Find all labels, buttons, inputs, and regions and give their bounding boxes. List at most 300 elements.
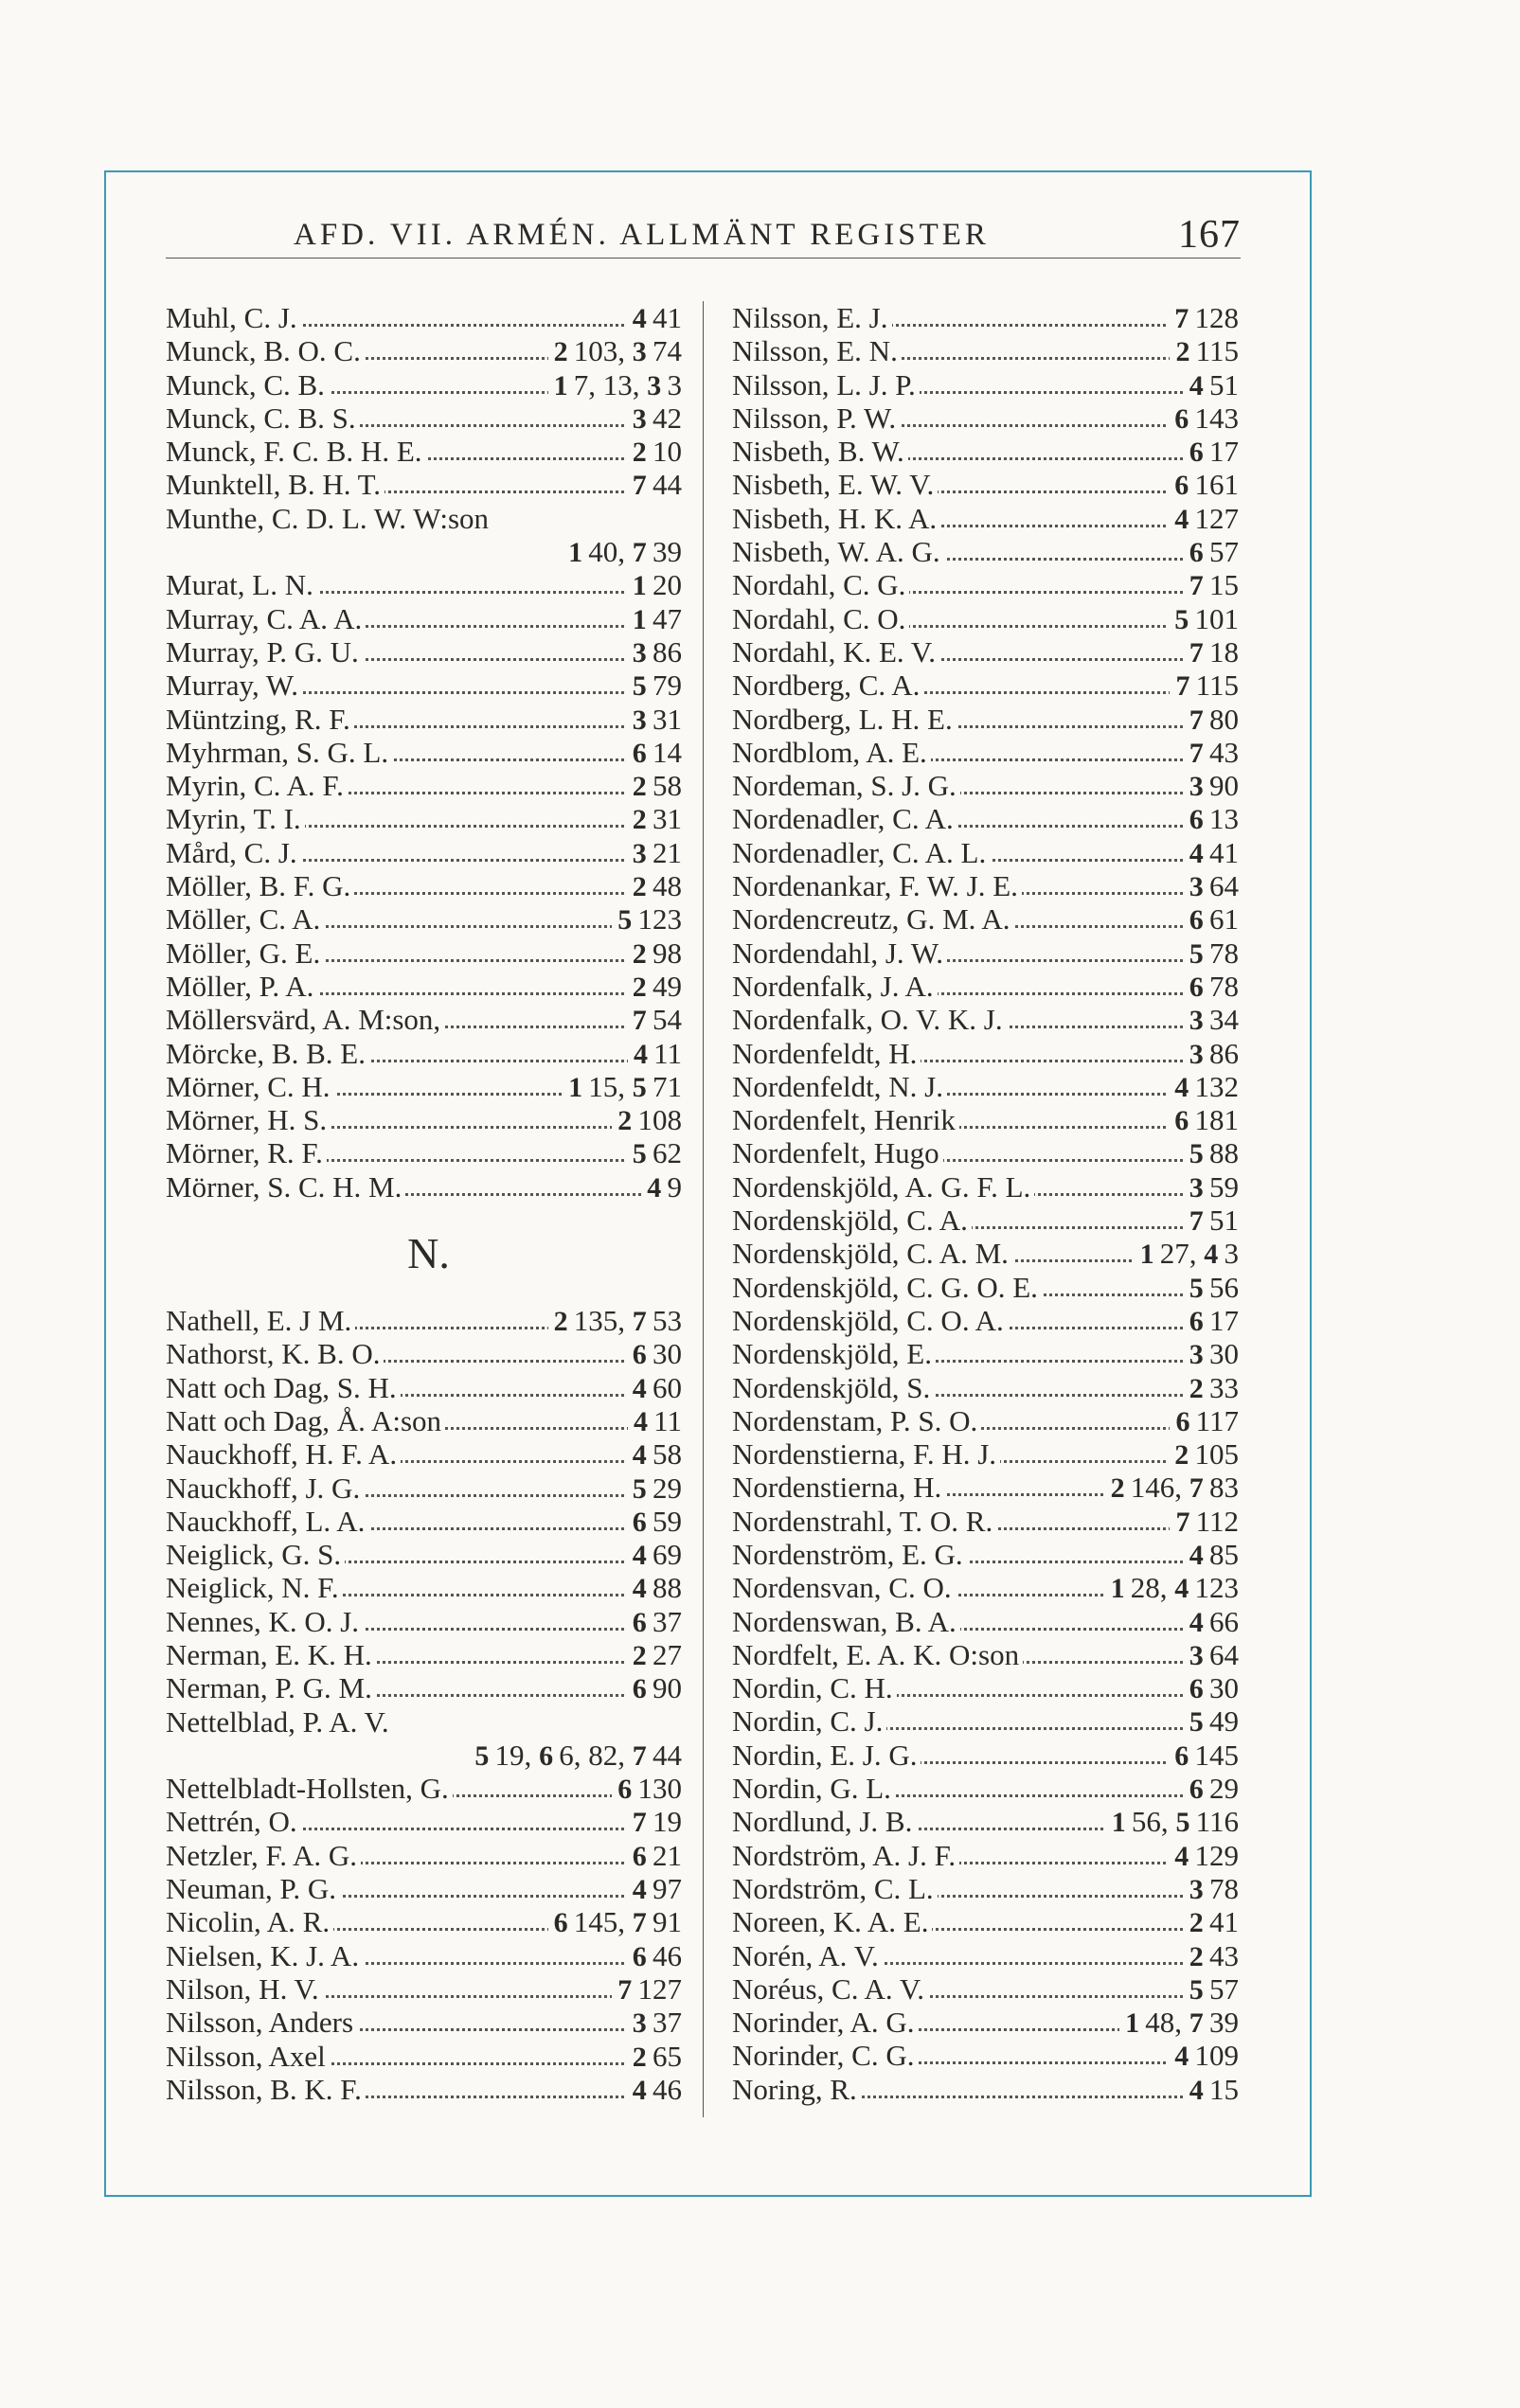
volume-number: 6 (1174, 1739, 1189, 1772)
entry-reference (1169, 602, 1239, 636)
entry-name: Munck, F. C. B. H. E. (166, 435, 426, 468)
volume-number: 6 (539, 1739, 554, 1772)
entry-name: Murat, L. N. (166, 568, 317, 601)
entry-name: Nordström, C. L. (732, 1872, 938, 1905)
entry-name: Nilsson, P. W. (732, 401, 900, 435)
page-ref: 39 (1203, 2006, 1239, 2040)
volume-number: 3 (1189, 1005, 1204, 1037)
index-entry (732, 435, 1239, 468)
entry-reference (1170, 334, 1239, 368)
entry-name: Neiglick, G. S. (166, 1538, 345, 1571)
entry-name: Mörcke, B. B. E. (166, 1037, 369, 1070)
volume-number: 4 (1189, 369, 1204, 401)
entry-name: Nordenstam, P. S. O. (732, 1404, 981, 1437)
volume-number: 7 (632, 1807, 647, 1839)
index-entry (732, 2073, 1239, 2106)
page-ref: 30 (646, 1337, 682, 1371)
page-ref: 10 (646, 435, 682, 469)
volume-number: 3 (632, 636, 647, 669)
entry-reference (1169, 468, 1239, 502)
entry-name: Nisbeth, E. W. V. (732, 468, 938, 501)
volume-number: 5 (632, 1472, 647, 1505)
entry-name: Noréus, C. A. V. (732, 1972, 928, 2006)
page-ref: 145, (567, 1905, 633, 1939)
page-ref: 41 (646, 301, 682, 334)
entry-name: Nordenswan, B. A. (732, 1605, 960, 1638)
page-ref: 17 (1203, 1303, 1239, 1337)
entry-name: Nordensvan, C. O. (732, 1571, 956, 1604)
page-ref: 14 (646, 735, 682, 769)
entry-name: Nordenadler, C. A. L. (732, 836, 990, 869)
page-ref: 90 (1203, 769, 1239, 803)
volume-number: 3 (632, 837, 647, 869)
entry-name: Möller, B. F. G. (166, 869, 354, 902)
index-entry (166, 869, 682, 902)
index-entry (166, 669, 682, 702)
entry-name: Nordenstrahl, T. O. R. (732, 1505, 996, 1538)
page-ref: 51 (1203, 367, 1239, 401)
volume-number: 4 (1174, 1071, 1189, 1103)
index-entry (732, 703, 1239, 736)
volume-number: 6 (1189, 971, 1204, 1003)
entry-name: Nordenskjöld, A. G. F. L. (732, 1170, 1034, 1204)
entry-name: Munck, B. O. C. (166, 334, 365, 367)
entry-reference (1169, 502, 1239, 536)
entry-reference (627, 1638, 682, 1672)
entry-name: Nordenfelt, Hugo (732, 1136, 943, 1169)
entry-name: Nicolin, A. R. (166, 1905, 333, 1938)
entry-name: Munck, C. B. (166, 368, 329, 401)
index-entry (166, 334, 682, 367)
page-ref: 29 (1203, 1772, 1239, 1806)
entry-name: Neiglick, N. F. (166, 1571, 343, 1604)
section-heading: N. (407, 1229, 450, 1278)
volume-number: 7 (1189, 704, 1204, 736)
volume-number: 7 (632, 1306, 647, 1338)
page-ref: 11 (647, 1036, 682, 1070)
index-entry (732, 1704, 1239, 1738)
volume-number: 4 (632, 1439, 647, 1472)
page-ref: 56 (1203, 1270, 1239, 1304)
index-entry (166, 568, 682, 601)
entry-reference (612, 1103, 682, 1137)
volume-number: 6 (1189, 1673, 1204, 1705)
index-entry (166, 468, 682, 501)
page-ref: 116 (1189, 1805, 1239, 1839)
entry-reference (1105, 1471, 1239, 1505)
entry-name: Nordberg, C. A. (732, 669, 923, 702)
page-ref: 31 (646, 702, 682, 736)
volume-number: 3 (1189, 1873, 1204, 1905)
page-ref: 46 (646, 2072, 682, 2106)
volume-number: 6 (1189, 1774, 1204, 1806)
page-ref: 97 (646, 1872, 682, 1906)
volume-number: 1 (632, 570, 647, 602)
page-ref: 60 (646, 1370, 682, 1404)
volume-number: 4 (1174, 1573, 1189, 1605)
page-ref: 90 (646, 1671, 682, 1705)
entry-reference (627, 669, 682, 703)
entry-reference (627, 1671, 682, 1705)
page-ref: 48 (646, 869, 682, 903)
entry-name: Mörner, R. F. (166, 1136, 327, 1169)
entry-reference (1184, 1538, 1239, 1572)
page-ref: 17 (1203, 435, 1239, 469)
entry-name: Nordenskjöld, C. G. O. E. (732, 1271, 1042, 1304)
entry-name: Möller, G. E. (166, 936, 324, 970)
entry-name: Nordahl, K. E. V. (732, 635, 939, 669)
volume-number: 7 (632, 1907, 647, 1939)
entry-name: Nilsson, Axel (166, 2040, 330, 2073)
index-entry (732, 1739, 1239, 1772)
index-entry (732, 1304, 1239, 1337)
volume-number: 4 (1189, 837, 1204, 869)
entry-name: Müntzing, R. F. (166, 703, 354, 736)
entry-name: Nordencreutz, G. M. A. (732, 902, 1014, 936)
volume-number: 3 (632, 2007, 647, 2040)
entry-reference (1184, 1638, 1239, 1672)
entry-reference (627, 602, 682, 636)
entry-name: Nordenfalk, O. V. K. J. (732, 1003, 1007, 1036)
entry-reference (1170, 1404, 1239, 1438)
page-ref: 27, (1153, 1237, 1205, 1271)
page-ref: 58 (646, 1437, 682, 1472)
index-entry (732, 1204, 1239, 1237)
page-ref: 15 (1203, 568, 1239, 602)
entry-reference (1184, 1204, 1239, 1238)
page-ref: 57 (1203, 1971, 1239, 2006)
volume-number: 6 (1189, 537, 1204, 569)
entry-reference (1184, 1872, 1239, 1906)
volume-number: 1 (1110, 1573, 1125, 1605)
entry-name: Nordenskjöld, E. (732, 1337, 936, 1370)
page-ref: 28, (1124, 1571, 1175, 1605)
page-ref: 15 (1203, 2072, 1239, 2106)
volume-number: 4 (632, 1573, 647, 1605)
entry-name: Nordahl, C. G. (732, 568, 909, 601)
entry-name: Nordenskjöld, C. A. (732, 1204, 972, 1237)
header-title: AFD. VII. ARMÉN. ALLMÄNT REGISTER (294, 218, 990, 252)
page-ref: 51 (1203, 1204, 1239, 1238)
entry-name: Nerman, E. K. H. (166, 1638, 376, 1671)
index-entry (732, 1003, 1239, 1036)
index-entry (166, 1472, 682, 1505)
index-entry (166, 1972, 682, 2006)
index-entry (732, 468, 1239, 501)
page-ref: 42 (646, 401, 682, 435)
index-entry (732, 1839, 1239, 1872)
index-entry (732, 301, 1239, 334)
index-entry (732, 1505, 1239, 1538)
page-ref: 15, (582, 1069, 633, 1103)
entry-name: Norinder, A. G. (732, 2006, 918, 2039)
entry-name: Nordenström, E. G. (732, 1538, 967, 1571)
volume-number: 6 (632, 1940, 647, 1972)
entry-name: Nordenfalk, J. A. (732, 970, 938, 1003)
entry-reference (548, 334, 682, 368)
index-entry (166, 1905, 682, 1938)
index-entry (166, 1404, 682, 1437)
page-ref: 88 (1203, 1136, 1239, 1170)
index-entry (166, 1605, 682, 1638)
volume-number: 2 (1189, 1372, 1204, 1404)
volume-number: 5 (474, 1739, 490, 1772)
entry-reference (1184, 1939, 1239, 1973)
volume-number: 7 (1189, 1205, 1204, 1238)
index-entry (166, 635, 682, 669)
index-entry (732, 334, 1239, 367)
volume-number: 4 (1174, 1840, 1189, 1872)
entry-reference (1135, 1237, 1239, 1271)
page-ref: 19 (646, 1805, 682, 1839)
entry-name: Nisbeth, B. W. (732, 435, 908, 468)
page-ref: 69 (646, 1538, 682, 1572)
index-entry (732, 836, 1239, 869)
volume-number: 4 (1189, 1606, 1204, 1638)
page-ref: 123 (1189, 1571, 1239, 1605)
entry-reference (1119, 2006, 1239, 2040)
page-ref: 30 (1203, 1671, 1239, 1705)
entry-name: Nordenfeldt, N. J. (732, 1070, 947, 1103)
volume-number: 5 (1189, 1138, 1204, 1170)
volume-number: 6 (617, 1774, 633, 1806)
entry-reference (627, 1571, 682, 1605)
index-entry (166, 836, 682, 869)
entry-name: Neuman, P. G. (166, 1872, 340, 1905)
entry-reference (641, 1170, 682, 1204)
entry-reference (1184, 1271, 1239, 1305)
page-ref: 64 (1203, 1637, 1239, 1671)
page-ref: 58 (646, 769, 682, 803)
volume-number: 6 (632, 1673, 647, 1705)
volume-number: 2 (1110, 1472, 1125, 1505)
page-ref: 6, 82, (553, 1738, 633, 1772)
index-entry (732, 1638, 1239, 1671)
index-entry (732, 1437, 1239, 1471)
volume-number: 1 (1139, 1239, 1154, 1271)
entry-reference (548, 368, 682, 402)
entry-reference (628, 1404, 682, 1438)
index-entry (732, 1972, 1239, 2006)
volume-number: 2 (617, 1105, 633, 1137)
page-ref: 11 (647, 1403, 682, 1437)
entry-name: Netzler, F. A. G. (166, 1839, 361, 1872)
volume-number: 1 (1111, 1807, 1126, 1839)
column-divider (703, 301, 704, 2117)
page-ref: 37 (646, 2006, 682, 2040)
index-entry (166, 1170, 682, 1204)
page-ref: 143 (1189, 401, 1239, 435)
entry-reference (1184, 836, 1239, 870)
entry-name: Nettelbladt-Hollsten, G. (166, 1772, 453, 1805)
entry-reference (1184, 1905, 1239, 1939)
page-ref: 127 (1189, 501, 1239, 535)
volume-number: 3 (1189, 1171, 1204, 1204)
page-ref: 86 (646, 634, 682, 669)
index-entry (732, 1404, 1239, 1437)
volume-number: 6 (632, 1606, 647, 1638)
volume-number: 2 (1189, 1940, 1204, 1972)
index-entry (732, 1371, 1239, 1404)
entry-reference (1184, 769, 1239, 803)
index-entry (732, 2006, 1239, 2039)
entry-reference (1184, 736, 1239, 770)
volume-number: 2 (553, 1306, 568, 1338)
volume-number: 4 (632, 1540, 647, 1572)
page-ref: 34 (1203, 1003, 1239, 1037)
entry-name: Nathell, E. J M. (166, 1304, 355, 1337)
index-entry (732, 802, 1239, 835)
index-entry (166, 1371, 682, 1404)
page-ref: 91 (646, 1905, 682, 1939)
entry-reference (627, 2006, 682, 2040)
entry-reference (1184, 1371, 1239, 1405)
entry-name: Nauckhoff, H. F. A. (166, 1437, 401, 1471)
entry-name: Noring, R. (732, 2073, 861, 2106)
entry-reference (548, 1905, 682, 1939)
entry-reference (1184, 1671, 1239, 1705)
entry-reference (627, 301, 682, 335)
entry-name: Möller, C. A. (166, 902, 324, 936)
entry-name: Nordström, A. J. F. (732, 1839, 959, 1872)
volume-number: 6 (632, 1506, 647, 1538)
entry-reference (627, 936, 682, 971)
index-entry (166, 435, 682, 468)
volume-number: 4 (1189, 2074, 1204, 2106)
entry-name: Nordenfeldt, H. (732, 1037, 921, 1070)
index-entry (166, 1571, 682, 1604)
entry-name: Norinder, C. G. (732, 2039, 918, 2072)
index-entry (166, 1538, 682, 1571)
entry-name: Mörner, H. S. (166, 1103, 331, 1136)
entry-reference (1184, 1337, 1239, 1371)
page-ref: 86 (1203, 1036, 1239, 1070)
entry-reference (1169, 1437, 1239, 1472)
page-ref: 88 (646, 1571, 682, 1605)
page-ref: 64 (1203, 869, 1239, 903)
index-entry (732, 502, 1239, 535)
index-entry (732, 869, 1239, 902)
entry-reference (1105, 1571, 1239, 1605)
index-entry (166, 1304, 682, 1337)
index-entry (166, 2040, 682, 2073)
index-entry (732, 1671, 1239, 1704)
page-ref: 103, (567, 334, 633, 368)
volume-number: 4 (633, 1038, 648, 1070)
index-entry (166, 1037, 682, 1070)
volume-number: 2 (1175, 336, 1190, 368)
volume-number: 2 (632, 804, 647, 836)
entry-reference (627, 1003, 682, 1037)
index-entry (732, 602, 1239, 635)
volume-number: 4 (633, 1405, 648, 1437)
entry-reference (1184, 568, 1239, 602)
volume-number: 1 (1125, 2007, 1140, 2040)
index-entry (732, 1271, 1239, 1304)
index-entry (732, 1136, 1239, 1169)
index-entry (166, 1939, 682, 1972)
page-ref: 46 (646, 1938, 682, 1972)
volume-number: 7 (632, 1739, 647, 1772)
page-ref: 53 (646, 1304, 682, 1338)
entry-name: Munthe, C. D. L. W. W:son (166, 502, 492, 535)
entry-name: Nordahl, C. O. (732, 602, 909, 635)
volume-number: 7 (632, 1005, 647, 1037)
volume-number: 2 (1189, 1907, 1204, 1939)
entry-name: Myrin, C. A. F. (166, 769, 348, 802)
entry-reference (1184, 936, 1239, 971)
index-entry (732, 1237, 1239, 1270)
page-ref: 41 (1203, 835, 1239, 869)
page-ref: 7, 13, (567, 367, 648, 401)
index-entry (166, 1671, 682, 1704)
page-ref: 43 (1203, 735, 1239, 769)
volume-number: 3 (1189, 871, 1204, 903)
index-entry (166, 1070, 682, 1103)
page-ref: 40, (582, 535, 633, 569)
entry-reference (1184, 1704, 1239, 1739)
entry-name: Mörner, S. C. H. M. (166, 1170, 405, 1204)
volume-number: 5 (632, 670, 647, 703)
volume-number: 7 (1189, 2007, 1204, 2040)
index-entry (732, 1571, 1239, 1604)
entry-reference (469, 1739, 682, 1773)
volume-number: 6 (1189, 804, 1204, 836)
index-entry (166, 1003, 682, 1036)
entry-name: Möller, P. A. (166, 970, 317, 1003)
page-ref: 56, (1125, 1805, 1176, 1839)
volume-number: 4 (647, 1171, 662, 1204)
index-entry (166, 1638, 682, 1671)
volume-number: 4 (632, 1874, 647, 1906)
entry-name: Murray, W. (166, 669, 302, 702)
page-ref: 127 (632, 1971, 682, 2006)
index-entry (166, 970, 682, 1003)
entry-name: Nerman, P. G. M. (166, 1671, 376, 1704)
page-ref: 161 (1189, 468, 1239, 502)
volume-number: 5 (617, 904, 633, 936)
entry-name: Mörner, C. H. (166, 1070, 334, 1103)
index-entry (732, 1103, 1239, 1136)
index-entry (732, 736, 1239, 769)
volume-number: 5 (632, 1071, 647, 1103)
volume-number: 2 (1174, 1439, 1189, 1472)
entry-reference (627, 703, 682, 737)
page-ref: 29 (646, 1471, 682, 1505)
index-entry (166, 1739, 682, 1772)
page-ref: 123 (632, 902, 682, 936)
index-entry (732, 568, 1239, 601)
entry-reference (1184, 970, 1239, 1004)
index-entry (732, 1337, 1239, 1370)
index-entry (166, 1839, 682, 1872)
page-ref: 132 (1189, 1069, 1239, 1103)
volume-number: 6 (1175, 1405, 1190, 1437)
page-ref: 3 (661, 367, 682, 401)
entry-name: Nordenskjöld, C. O. A. (732, 1304, 1008, 1337)
volume-number: 6 (1189, 904, 1204, 936)
entry-reference (1184, 368, 1239, 402)
entry-reference (628, 1037, 682, 1071)
entry-reference (1169, 1839, 1239, 1873)
volume-number: 3 (1189, 1038, 1204, 1070)
entry-name: Nordenskjöld, C. A. M. (732, 1237, 1012, 1270)
entry-reference (1184, 902, 1239, 936)
entry-name: Nordin, C. J. (732, 1704, 886, 1738)
index-entry (166, 1437, 682, 1471)
entry-name: Nordblom, A. E. (732, 736, 931, 769)
index-entry (166, 535, 682, 568)
